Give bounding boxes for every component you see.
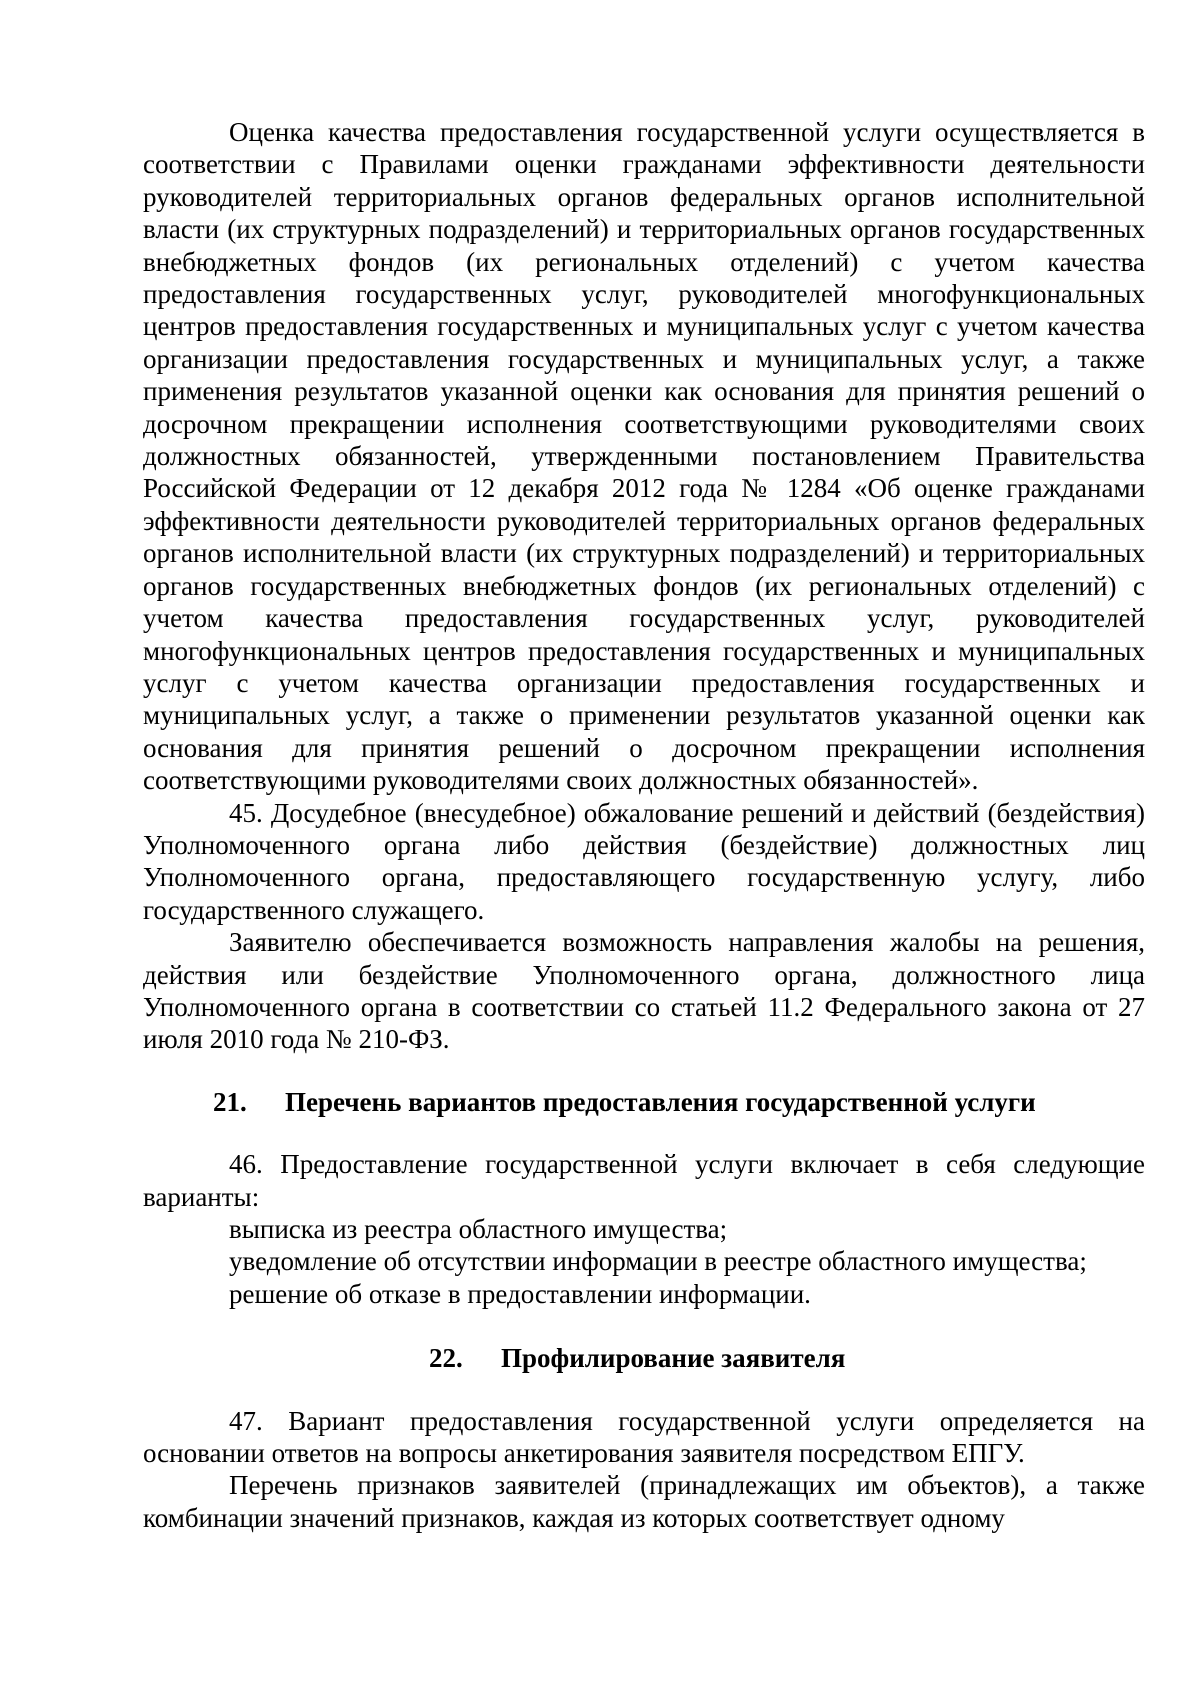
section-number: 21.: [213, 1086, 247, 1117]
section-title: Перечень вариантов предоставления государственной услуги: [285, 1086, 1036, 1117]
section-heading-22: [143, 1342, 1145, 1374]
paragraph-45: 45. Досудебное (внесудебное) обжалование решений и действий (бездействия) Уполномоченного органа либо действия (бездействие) должностных лиц Уполномоченного органа, предоставляющего государственную услугу, либо государственного служащего.: [143, 797, 1145, 925]
variant-item: уведомление об отсутствии информации в реестре областного имущества;: [229, 1246, 1087, 1277]
paragraph-45-applicant-complaint: Заявителю обеспечивается возможность направления жалобы на решения, действия или бездействие Уполномоченного органа, должностного лица Уполномоченного органа в соответствии со статьей 11.2 Федерального закона от 27 июля 2010 года № 210-ФЗ.: [143, 927, 1145, 1055]
variant-item: выписка из реестра областного имущества;: [229, 1214, 728, 1244]
paragraph-quality-assessment: Оценка качества предоставления государственной услуги осуществляется в соответствии с Правилами оценки гражданами эффективности деятельности руководителей территориальных органов федеральных органов исполнительной власти (их структурных подразделений) и территориальных органов государственных внебюджетных фондов (их региональных отделений) с учетом качества предоставления государственных услуг, руководителей многофункциональных центров предоставления государственных и муниципальных услуг с учетом качества организации предоставления государственных и муниципальных услуг, а также применения результатов указанной оценки как основания для принятия решений о досрочном прекращении исполнения соответствующими руководителями своих должностных обязанностей, утвержденными постановлением Правительства Российской Федерации от 12 декабря 2012 года № 1284 «Об оценке гражданами эффективности деятельности руководителей территориальных органов федеральных органов исполнительной власти (их структурных подразделений) и территориальных органов государственных внебюджетных фондов (их региональных отделений) с учетом качества предоставления государственных услуг, руководителей многофункциональных центров предоставления государственных и муниципальных услуг с учетом качества организации предоставления государственных и муниципальных услуг, а также о применении результатов указанной оценки как основания для принятия решений о досрочном прекращении исполнения соответствующими руководителями своих должностных обязанностей».: [143, 117, 1145, 796]
paragraph-47: 47. Вариант предоставления государственной услуги определяется на основании ответов на вопросы анкетирования заявителя посредством ЕПГУ.: [143, 1405, 1145, 1469]
paragraph-47-criteria-list: Перечень признаков заявителей (принадлежащих им объектов), а также комбинации значений признаков, каждая из которых соответствует одному: [143, 1470, 1145, 1533]
variant-item: решение об отказе в предоставлении информации.: [229, 1278, 811, 1309]
section-number: 22.: [429, 1343, 463, 1374]
section-heading-21: [143, 1086, 1145, 1118]
section-title: Профилирование заявителя: [501, 1343, 846, 1374]
document-body: [143, 116, 1145, 1534]
paragraph-46: 46. Предоставление государственной услуги включает в себя следующие варианты:: [143, 1149, 1145, 1212]
